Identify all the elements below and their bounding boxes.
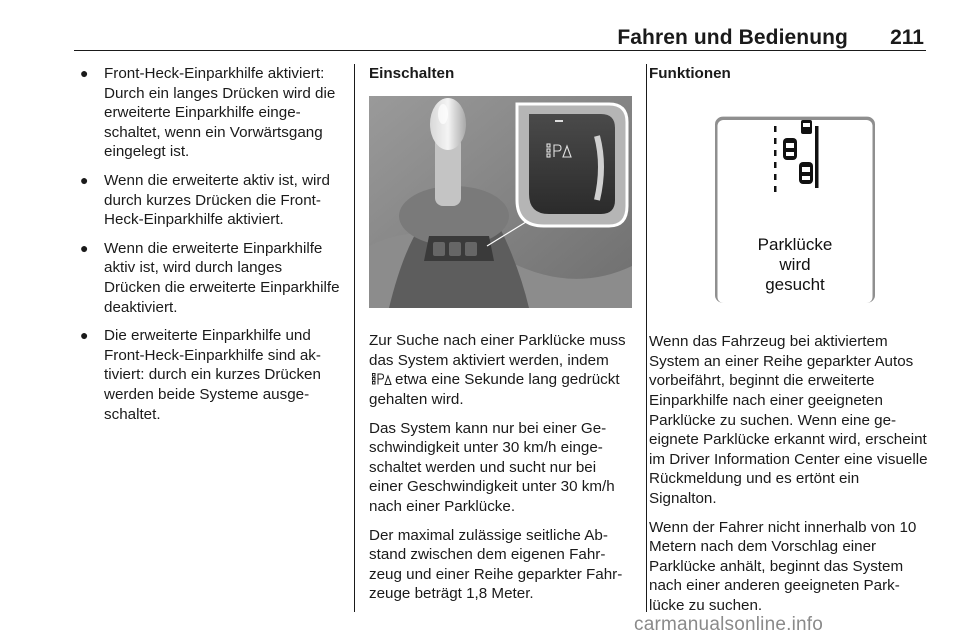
paragraph-activate: Zur Suche nach einer Parklücke muss das System aktiviert werden, indemetwa eine Sekunde lang gedrückt gehalten wird. bbox=[369, 332, 626, 408]
bullet-list bbox=[80, 64, 342, 424]
section-title: Fahren und Bedienung bbox=[617, 26, 848, 49]
car-icon bbox=[801, 120, 812, 134]
header-rule bbox=[74, 50, 926, 51]
paragraph-function: Wenn das Fahrzeug bei aktiviertem System an einer Reihe geparkter Autos vorbeifährt, beginnt die erweiterte Einparkhilfe nach einer geeigneten Parklücke zu suchen. Wenn eine geeignete Parklücke erkannt wird, erscheint im Driver Information Center eine visuelle Rückmeldung und es ertönt ein Signalton. bbox=[649, 333, 928, 507]
list-item: ● Wenn die erweiterte aktiv ist, wird durch kurzes Drücken die Front-Heck-Einparkhilfe aktiviert. bbox=[80, 171, 330, 229]
column-2 bbox=[369, 64, 632, 613]
heading-einschalten: Einschalten bbox=[369, 65, 455, 82]
bullet-icon: ● bbox=[80, 327, 89, 344]
bullet-icon: ● bbox=[80, 171, 89, 188]
page-number: 211 bbox=[890, 26, 924, 49]
list-item: ● Die erweiterte Einparkhilfe und Front-Heck-Einparkhilfe sind aktiviert: durch ein kurzes Drücken werden beide Systeme ausgeschaltet. bbox=[80, 327, 321, 423]
list-item: ● Wenn die erweiterte Einparkhilfe aktiv ist, wird durch langes Drücken die erweiterte Einparkhilfe deaktiviert. bbox=[80, 239, 340, 316]
paragraph-restart: Wenn der Fahrer nicht innerhalb von 10 Metern nach dem Vorschlag einer Parklücke anhält, beginnt das System nach einer anderen geeigneten Parklücke zu suchen. bbox=[649, 518, 917, 614]
watermark: carmanualsonline.info bbox=[634, 614, 824, 635]
page-header bbox=[0, 0, 960, 50]
list-item: ● Front-Heck-Einparkhilfe aktiviert: Durch ein langes Drücken wird die erweiterte Einparkhilfe eingeschaltet, wenn ein Vorwärtsgang eingelegt ist. bbox=[80, 65, 336, 161]
column-divider-2 bbox=[646, 64, 647, 612]
paragraph-speed: Das System kann nur bei einer Geschwindigkeit unter 30 km/h eingeschaltet werden und sucht nur bei einer Geschwindigkeit unter 30 km/h nach einer Parklücke. bbox=[369, 419, 615, 515]
column-divider-1 bbox=[354, 64, 355, 612]
paragraph-distance: Der maximal zulässige seitliche Abstand zwischen dem eigenen Fahrzeug und einer Reihe geparkter Fahrzeuge beträgt 1,8 Meter. bbox=[369, 526, 623, 603]
car-icon bbox=[783, 138, 797, 160]
column-1 bbox=[80, 64, 342, 433]
parking-assist-button-icon bbox=[372, 373, 392, 385]
column-3 bbox=[649, 64, 929, 625]
bullet-icon: ● bbox=[80, 65, 89, 81]
display-line-1: Parklücke bbox=[757, 234, 833, 254]
display-line-2: wird bbox=[779, 254, 811, 274]
car-icon bbox=[799, 162, 813, 184]
display-line-3: gesucht bbox=[765, 274, 825, 294]
heading-funktionen: Funktionen bbox=[649, 65, 731, 82]
center-console-illustration bbox=[369, 96, 632, 308]
driver-information-display bbox=[649, 96, 929, 308]
bullet-icon: ● bbox=[80, 239, 89, 256]
